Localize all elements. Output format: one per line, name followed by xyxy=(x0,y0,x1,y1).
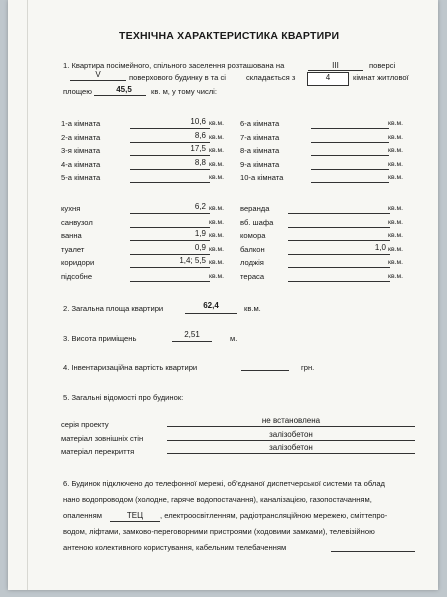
aux-right-label: балкон xyxy=(240,244,265,254)
room-left-field-line xyxy=(130,142,210,143)
aux-right-field-line xyxy=(288,227,390,228)
room-left-field-line xyxy=(130,155,210,156)
room-right-field-line xyxy=(311,182,389,183)
aux-left-value: 1,9 xyxy=(194,229,206,238)
building-info-row-label: серія проекту xyxy=(61,420,109,429)
aux-right-unit: кв.м. xyxy=(388,272,404,280)
room-left-value: 10,6 xyxy=(190,117,206,126)
room-right-unit: кв.м. xyxy=(388,174,404,181)
rooms-count-value: 4 xyxy=(325,73,331,82)
s6-line2: нано водопроводом (холодне, гаряче водопостачання), каналізацією, газопостачанням, xyxy=(63,495,372,504)
aux-right-field-line xyxy=(288,281,390,282)
room-left-field-line xyxy=(130,182,210,183)
building-info-row-line xyxy=(167,426,415,427)
height-value: 2,51 xyxy=(184,330,200,339)
room-left-label: 5-а кімната xyxy=(61,173,101,182)
aux-left-unit: кв.м. xyxy=(209,245,225,253)
height-line xyxy=(172,341,212,342)
room-right-unit: кв.м. xyxy=(388,147,404,154)
page-fold xyxy=(27,0,28,590)
aux-right-value: 1,0 xyxy=(374,242,386,252)
aux-left-label: туалет xyxy=(61,244,85,254)
total-area-line xyxy=(185,313,237,314)
aux-right-unit: кв.м. xyxy=(388,218,404,226)
room-right-label: 7-а кімната xyxy=(240,132,280,142)
aux-right-unit: кв.м. xyxy=(388,245,404,253)
aux-left-unit: кв.м. xyxy=(209,218,225,226)
room-left-field-line xyxy=(130,128,210,129)
aux-right-label: тераса xyxy=(240,271,265,281)
s1-floor-suffix: поверсі xyxy=(369,61,396,70)
building-info-row-label: матеріал перекриття xyxy=(61,447,135,456)
aux-left-field-line xyxy=(130,213,210,214)
room-right-label: 10-а кімната xyxy=(240,173,284,182)
inventory-value-line xyxy=(241,370,289,371)
aux-left-label: підсобне xyxy=(61,271,93,281)
floor-value: III xyxy=(332,61,339,70)
aux-left-value: 1,4; 5,5 xyxy=(179,256,206,265)
storeys-value: V xyxy=(95,70,101,79)
aux-left-value: 6,2 xyxy=(194,202,206,211)
aux-left-unit: кв.м. xyxy=(209,259,225,266)
s6-line3-rest: , електроосвітленням, радіотрансляційною мережею, сміттепро- xyxy=(160,511,388,520)
aux-left-label: ванна xyxy=(61,231,82,240)
s1-line3-suffix: кв. м, у тому числі: xyxy=(151,87,217,96)
aux-left-label: санвузол xyxy=(61,217,93,227)
room-left-value: 8,8 xyxy=(194,157,206,167)
s1-line1-text: 1. Квартира посімейного, спільного заселення розташована на xyxy=(63,61,285,70)
room-right-field-line xyxy=(311,169,389,170)
room-right-field-line xyxy=(311,128,389,129)
inventory-value-label: 4. Інвентаризаційна вартість квартири xyxy=(63,363,198,372)
storeys-field-line xyxy=(70,80,126,81)
building-info-row-label: матеріал зовнішніх стін xyxy=(61,433,144,443)
inventory-unit: грн. xyxy=(301,363,315,372)
aux-left-label: коридори xyxy=(61,258,95,267)
room-right-unit: кв.м. xyxy=(388,133,404,141)
room-right-unit: кв.м. xyxy=(388,160,404,168)
aux-right-field-line xyxy=(288,240,390,241)
aux-left-field-line xyxy=(130,267,210,268)
aux-left-value: 0,9 xyxy=(194,242,206,252)
room-left-label: 1-а кімната xyxy=(61,119,101,128)
building-info-row-value: залізобетон xyxy=(269,429,313,439)
living-area-value: 45,5 xyxy=(116,85,132,94)
aux-left-unit: кв.м. xyxy=(209,232,225,239)
room-left-label: 4-а кімната xyxy=(61,159,101,169)
aux-left-field-line xyxy=(130,281,210,282)
aux-right-unit: кв.м. xyxy=(388,205,404,212)
s1-line2-suffix: кімнат житлової xyxy=(353,73,409,82)
height-label: 3. Висота приміщень xyxy=(63,334,137,343)
aux-right-label: веранда xyxy=(240,204,270,213)
total-area-label: 2. Загальна площа квартири xyxy=(63,304,164,313)
aux-right-label: лоджія xyxy=(240,258,264,267)
cable-tv-line xyxy=(331,551,415,552)
s1-line2-consists: складається з xyxy=(246,73,296,82)
s6-line1: 6. Будинок підключено до телефонної мережі, об'єднаної диспетчерської системи та облад xyxy=(63,479,385,488)
building-info-row-line xyxy=(167,453,415,454)
aux-right-field-line xyxy=(288,267,390,268)
room-left-value: 17,5 xyxy=(190,144,206,153)
building-info-row-line xyxy=(167,440,415,441)
s6-line3-prefix: опаленням xyxy=(63,511,102,520)
aux-right-unit: кв.м. xyxy=(388,259,404,266)
building-info-row-value: залізобетон xyxy=(269,443,313,452)
s1-line3-prefix: площею xyxy=(63,87,92,96)
room-left-label: 2-а кімната xyxy=(61,132,101,142)
document-sheet xyxy=(8,0,438,590)
s1-line2-text: поверхового будинку в та сі xyxy=(129,73,226,82)
building-info-row-value: не встановлена xyxy=(261,416,321,425)
building-info-label: 5. Загальні відомості про будинок: xyxy=(63,393,184,402)
room-left-label: 3-я кімната xyxy=(61,146,101,155)
s6-line5: антеною колективного користування, кабельним телебаченням xyxy=(63,543,287,552)
aux-right-label: комора xyxy=(240,231,266,240)
aux-left-field-line xyxy=(130,227,210,228)
room-left-unit: кв.м. xyxy=(209,147,225,154)
total-area-value: 62,4 xyxy=(203,301,219,310)
room-left-field-line xyxy=(130,169,210,170)
room-left-unit: кв.м. xyxy=(209,120,225,127)
aux-right-field-line xyxy=(288,213,390,214)
total-area-unit: кв.м. xyxy=(244,304,261,313)
height-unit: м. xyxy=(230,334,238,343)
aux-right-label: вб. шафа xyxy=(240,217,274,227)
aux-left-label: кухня xyxy=(61,204,81,213)
aux-left-unit: кв.м. xyxy=(209,205,225,212)
room-right-label: 8-а кімната xyxy=(240,146,280,155)
room-left-value: 8,6 xyxy=(194,130,206,140)
room-right-label: 6-а кімната xyxy=(240,119,280,128)
room-left-unit: кв.м. xyxy=(209,174,225,181)
aux-left-field-line xyxy=(130,240,210,241)
room-left-unit: кв.м. xyxy=(209,133,225,141)
room-left-unit: кв.м. xyxy=(209,160,225,168)
s6-line4: водом, ліфтами, замково-переговорними пристроями (ходовими замками), телевізійною xyxy=(63,527,375,536)
room-right-label: 9-а кімната xyxy=(240,159,280,169)
aux-right-unit: кв.м. xyxy=(388,232,404,239)
aux-right-field-line xyxy=(288,254,390,255)
room-right-field-line xyxy=(311,142,389,143)
room-right-unit: кв.м. xyxy=(388,120,404,127)
aux-left-field-line xyxy=(130,254,210,255)
living-area-line xyxy=(94,95,146,96)
floor-field-line xyxy=(308,70,363,71)
aux-left-unit: кв.м. xyxy=(209,272,225,280)
page-title: ТЕХНІЧНА ХАРАКТЕРИСТИКА КВАРТИРИ xyxy=(119,30,340,42)
room-right-field-line xyxy=(311,155,389,156)
heating-value: ТЕЦ xyxy=(126,511,144,520)
